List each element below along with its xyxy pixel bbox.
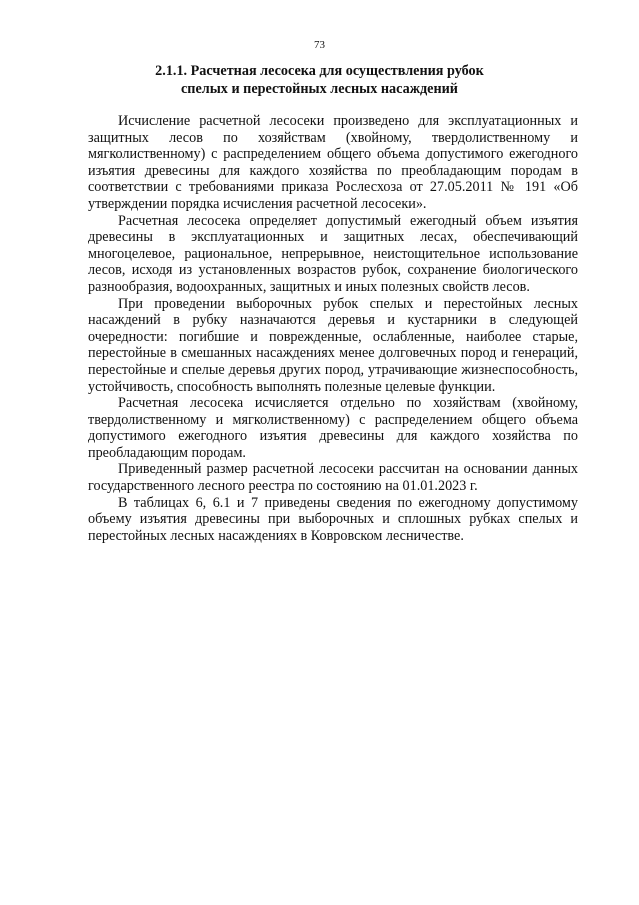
body-text xyxy=(88,113,578,544)
paragraph-felling-order: При проведении выборочных рубок спелых и перестойных лесных насаждений в рубку назначаются деревья и кустарники в следующей очередности: погибшие и поврежденные, ослабленные, наиболее старые, перестойные в смешанных насаждениях менее долговечных пород и генераций, перестойные и спелые деревья других пород, утрачивающие жизнеспособность, устойчивость, способность выполнять полезные целевые функции. xyxy=(88,295,578,395)
paragraph-calculation-basis: Исчисление расчетной лесосеки произведено для эксплуатационных и защитных лесов по хозяйствам (хвойному, твердолиственному и мягколиственному) с распределением общего объема допустимого ежегодного изъятия древесины для каждого хозяйства по преобладающим породам в соответствии с требованиями приказа Рослесхоза от 27.05.2011 № 191 «Об утверждении порядка исчисления расчетной лесосеки». xyxy=(88,113,578,212)
section-title-line-2: спелых и перестойных лесных насаждений xyxy=(181,81,458,97)
section-title xyxy=(60,62,579,98)
paragraph-tables-reference: В таблицах 6, 6.1 и 7 приведены сведения по ежегодному допустимому объему изъятия древесины при выборочных и сплошных рубках спелых и перестойных лесных насаждениях в Ковровском лесничестве. xyxy=(88,494,578,544)
paragraph-by-farm: Расчетная лесосека исчисляется отдельно по хозяйствам (хвойному, твердолиственному и мягколиственному) с распределением общего объема допустимого ежегодного изъятия древесины для каждого хозяйства по преобладающим породам. xyxy=(88,395,578,461)
section-title-line-1: 2.1.1. Расчетная лесосека для осуществления рубок xyxy=(155,63,484,79)
page-number: 73 xyxy=(314,39,325,51)
paragraph-allowable-volume: Расчетная лесосека определяет допустимый ежегодный объем изъятия древесины в эксплуатационных и защитных лесах, обеспечивающий многоцелевое, рациональное, непрерывное, неистощительное использование лесов, исходя из установленных возрастов рубок, сохранение биологического разнообразия, водоохранных, защитных и иных полезных свойств лесов. xyxy=(88,212,578,295)
paragraph-registry-date: Приведенный размер расчетной лесосеки рассчитан на основании данных государственного лесного реестра по состоянию на 01.01.2023 г. xyxy=(88,461,578,495)
